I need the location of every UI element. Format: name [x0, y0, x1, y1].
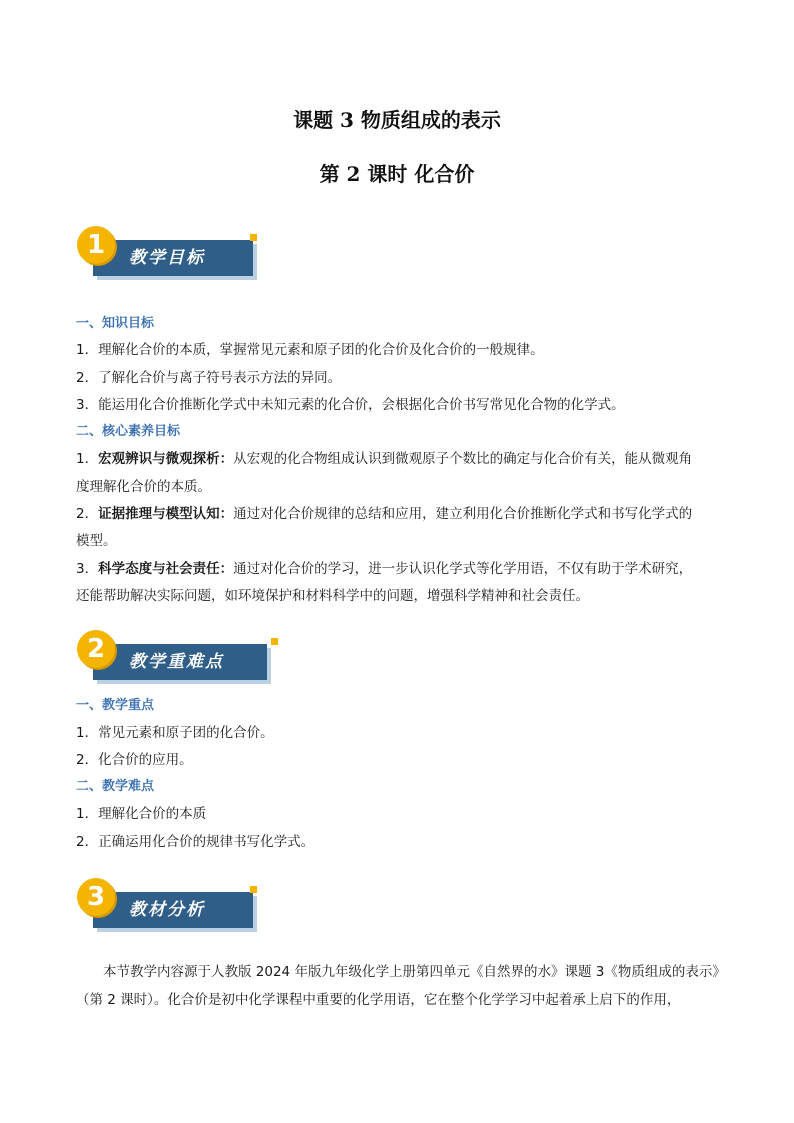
section-number: 1	[86, 230, 106, 260]
group-heading: 一、教学重点	[76, 698, 155, 713]
badge-dot-icon	[271, 638, 278, 645]
section-badge-objectives	[77, 226, 277, 282]
section-badge-keypoints	[77, 630, 277, 686]
page-title: 课题 3 物质组成的表示	[293, 108, 501, 132]
section-label: 教学目标	[129, 248, 205, 268]
list-item: 1．理解化合价的本质，掌握常见元素和原子团的化合价及化合价的一般规律。	[76, 342, 544, 358]
section-number: 3	[86, 882, 106, 912]
list-item: 1．宏观辨识与微观探析：从宏观的化合物组成认识到微观原子个数比的确定与化合价有关，能从微观角	[76, 451, 693, 467]
page-subtitle: 第 2 课时 化合价	[319, 162, 475, 186]
list-item: 3．科学态度与社会责任：通过对化合价的学习，进一步认识化学式等化学用语，不仅有助于学术研究，	[76, 561, 693, 577]
list-item: 1．常见元素和原子团的化合价。	[76, 725, 274, 741]
badge-dot-icon	[250, 234, 257, 241]
section-number: 2	[86, 634, 106, 664]
group-heading: 二、教学难点	[76, 779, 155, 794]
list-item: 1．理解化合价的本质	[76, 806, 207, 822]
list-item-continuation: 还能帮助解决实际问题，如环境保护和材料科学中的问题，增强科学精神和社会责任。	[76, 588, 589, 604]
group-heading: 二、核心素养目标	[76, 424, 181, 439]
list-item: 2．了解化合价与离子符号表示方法的异同。	[76, 370, 342, 386]
list-item-continuation: 度理解化合价的本质。	[76, 479, 211, 495]
list-item: 2．化合价的应用。	[76, 752, 193, 768]
list-item: 2．正确运用化合价的规律书写化学式。	[76, 834, 315, 850]
list-item-continuation: 模型。	[76, 533, 117, 549]
section-label: 教材分析	[129, 900, 205, 920]
list-item: 2．证据推理与模型认知：通过对化合价规律的总结和应用，建立利用化合价推断化学式和书写化学式的	[76, 506, 693, 522]
section-label: 教学重难点	[129, 652, 224, 672]
analysis-paragraph: 本节教学内容源于人教版 2024 年版九年级化学上册第四单元《自然界的水》课题 3《物质组成的表示》（第 2 课时）。化合价是初中化学课程中重要的化学用语，它在整个化学学习中起着承上启下的作用，	[76, 964, 720, 1008]
list-item: 3．能运用化合价推断化学式中未知元素的化合价，会根据化合价书写常见化合物的化学式。	[76, 397, 625, 413]
group-heading: 一、知识目标	[76, 316, 155, 331]
section-badge-analysis	[77, 878, 277, 934]
badge-dot-icon	[250, 886, 257, 893]
